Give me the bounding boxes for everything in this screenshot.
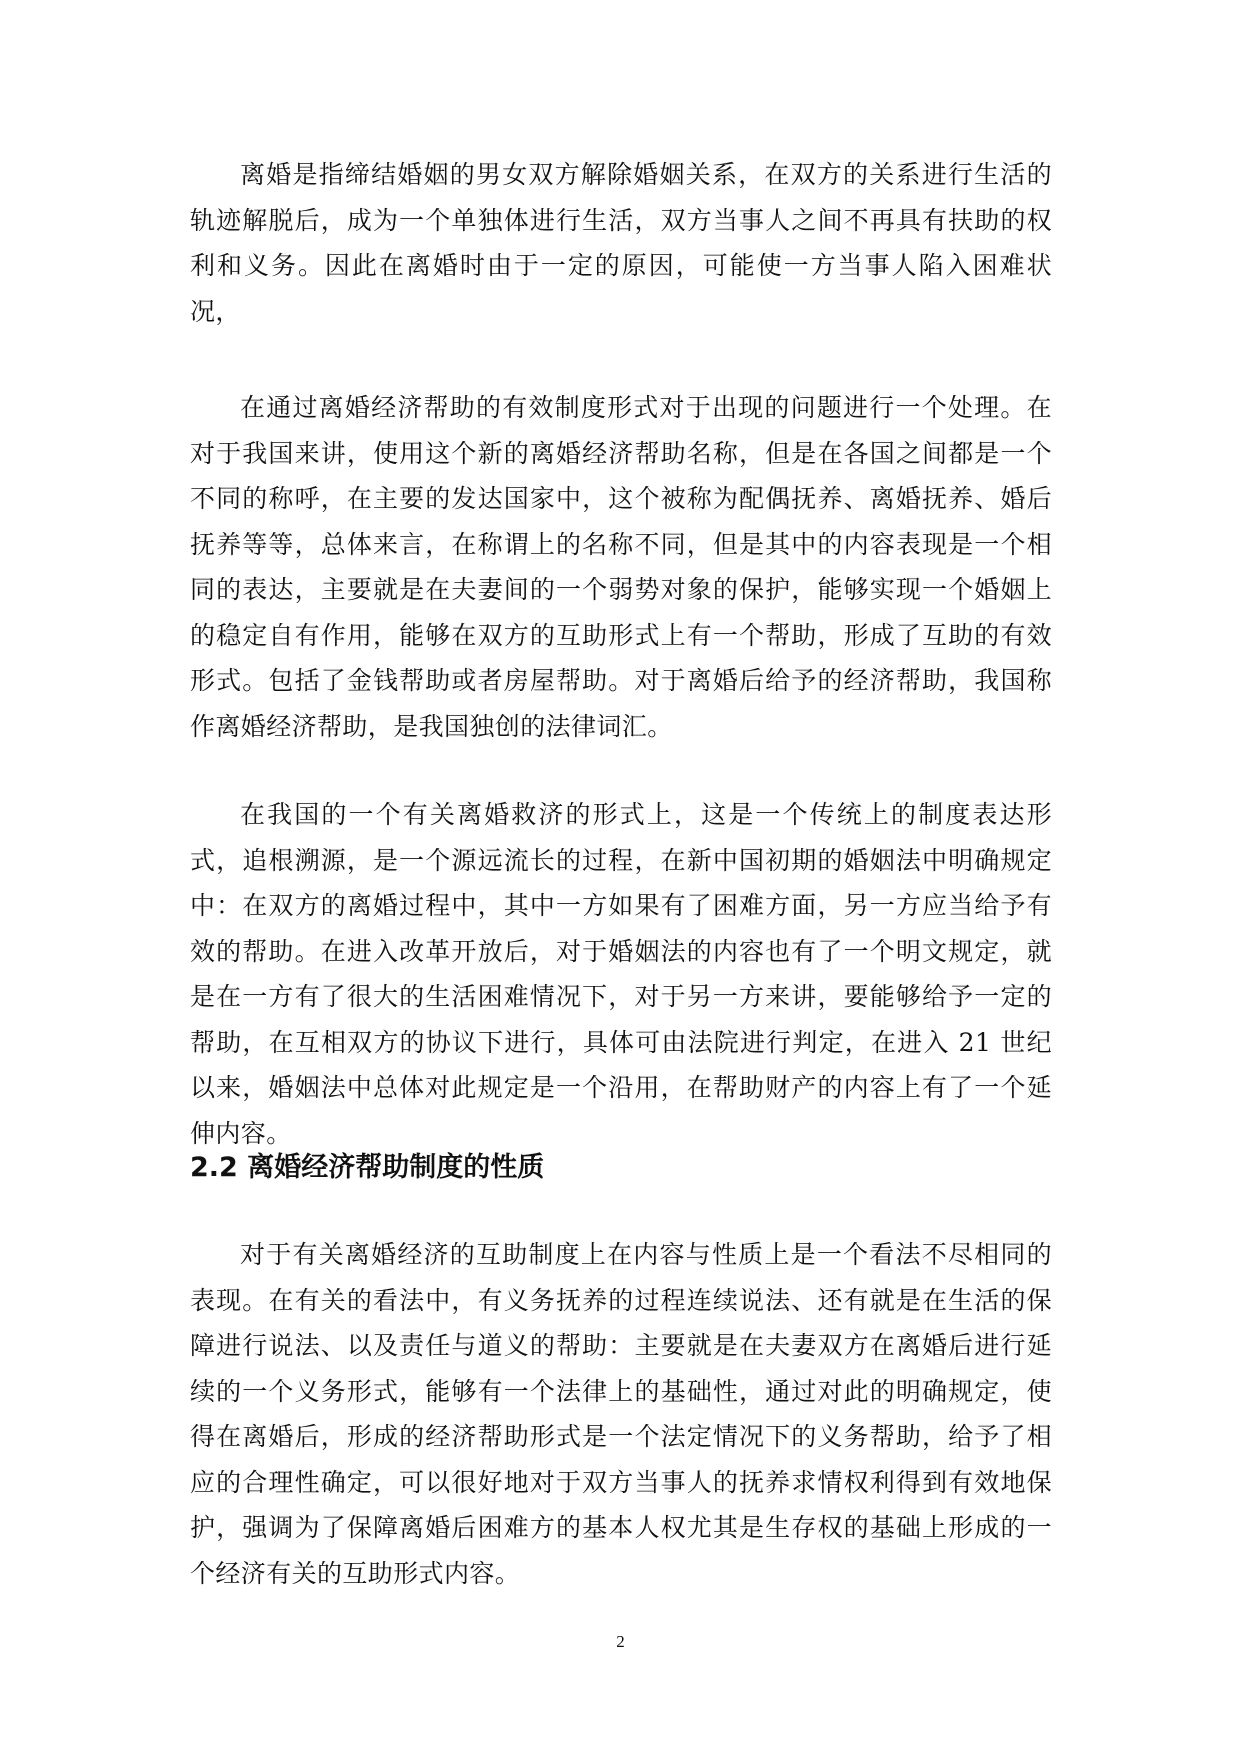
page-number: 2 [616, 1632, 625, 1651]
paragraph-history: 在我国的一个有关离婚救济的形式上，这是一个传统上的制度表达形式，追根溯源，是一个源远流长的过程，在新中国初期的婚姻法中明确规定中：在双方的离婚过程中，其中一方如果有了困难方面，另一方应当给予有效的帮助。在进入改革开放后，对于婚姻法的内容也有了一个明文规定，就是在一方有了很大的生活困难情况下，对于另一方来讲，要能够给予一定的帮助，在互相双方的协议下进行，具体可由法院进行判定，在进入 21 世纪以来，婚姻法中总体对此规定是一个沿用，在帮助财产的内容上有了一个延伸内容。 [190, 800, 1052, 1148]
section-heading: 2.2 离婚经济帮助制度的性质 [190, 1152, 545, 1183]
paragraph-divorce-definition: 离婚是指缔结婚姻的男女双方解除婚姻关系，在双方的关系进行生活的轨迹解脱后，成为一个单独体进行生活，双方当事人之间不再具有扶助的权利和义务。因此在离婚时由于一定的原因，可能使一方当事人陷入困难状况， [190, 160, 1052, 326]
paragraph-economic-help-naming: 在通过离婚经济帮助的有效制度形式对于出现的问题进行一个处理。在对于我国来讲，使用这个新的离婚经济帮助名称，但是在各国之间都是一个不同的称呼，在主要的发达国家中，这个被称为配偶抚养、离婚抚养、婚后抚养等等，总体来言，在称谓上的名称不同，但是其中的内容表现是一个相同的表达，主要就是在夫妻间的一个弱势对象的保护，能够实现一个婚姻上的稳定自有作用，能够在双方的互助形式上有一个帮助，形成了互助的有效形式。包括了金钱帮助或者房屋帮助。对于离婚后给予的经济帮助，我国称作离婚经济帮助，是我国独创的法律词汇。 [190, 393, 1052, 741]
paragraph-nature: 对于有关离婚经济的互助制度上在内容与性质上是一个看法不尽相同的表现。在有关的看法中，有义务抚养的过程连续说法、还有就是在生活的保障进行说法、以及责任与道义的帮助：主要就是在夫妻双方在离婚后进行延续的一个义务形式，能够有一个法律上的基础性，通过对此的明确规定，使得在离婚后，形成的经济帮助形式是一个法定情况下的义务帮助，给予了相应的合理性确定，可以很好地对于双方当事人的抚养求情权利得到有效地保护，强调为了保障离婚后困难方的基本人权尤其是生存权的基础上形成的一个经济有关的互助形式内容。 [190, 1240, 1052, 1588]
